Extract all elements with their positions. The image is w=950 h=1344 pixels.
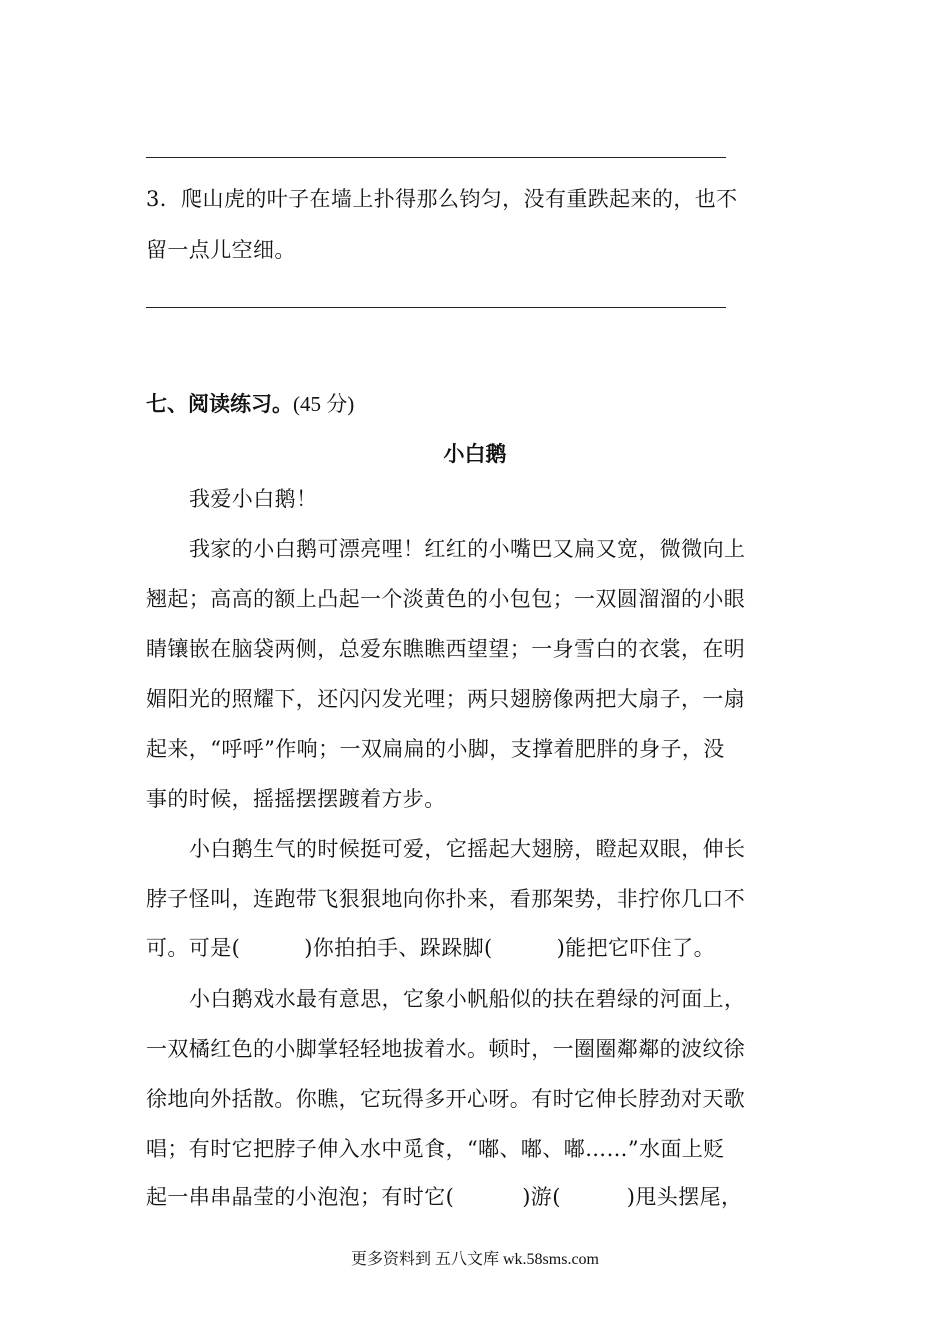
passage-line: 我爱小白鹅！ (189, 487, 318, 511)
passage-line: 媚阳光的照耀下，还闪闪发光哩；两只翅膀像两把大扇子，一扇 (146, 687, 746, 711)
question-3-line-1: 3．爬山虎的叶子在墙上扑得那么钧匀，没有重跌起来的，也不 (146, 187, 738, 211)
passage-line: 小白鹅戏水最有意思，它象小帆船似的扶在碧绿的河面上， (189, 987, 746, 1011)
section-title: 七、阅读练习。 (146, 392, 293, 416)
passage-line: 唱；有时它把脖子伸入水中觅食，“嘟、嘟、嘟……”水面上贬 (146, 1137, 725, 1161)
passage-title: 小白鹅 (443, 442, 507, 466)
footer-source-link[interactable]: 更多资料到 五八文库 wk.58sms.com (350, 1251, 599, 1268)
answer-line (146, 307, 726, 308)
text-segment: 可。可是( (146, 936, 241, 960)
passage-line: 我家的小白鹅可漂亮哩！红红的小嘴巴又扁又宽，微微向上 (189, 537, 746, 561)
passage-line: 小白鹅生气的时候挺可爱，它摇起大翅膀，瞪起双眼，伸长 (189, 837, 746, 861)
section-score: (45 分) (293, 392, 355, 416)
passage-line: 翘起；高高的额上凸起一个淡黄色的小包包；一双圆溜溜的小眼 (146, 587, 746, 611)
text-segment: 起一串串晶莹的小泡泡；有时它( (146, 1185, 455, 1209)
passage-line: 睛镶嵌在脑袋两侧，总爱东瞧瞧西望望；一身雪白的衣裳，在明 (146, 637, 746, 661)
text-segment: )甩头摆尾， (626, 1185, 743, 1209)
section-heading (146, 388, 354, 418)
text-segment: )能把它吓住了。 (556, 936, 715, 960)
passage-line-with-blanks (146, 938, 715, 959)
text-segment: )你拍拍手、跺跺脚( (304, 936, 493, 960)
passage-line: 脖子怪叫，连跑带飞狠狠地向你扑来，看那架势，非拧你几口不 (146, 887, 746, 911)
passage-line: 一双橘红色的小脚掌轻轻地拔着水。顿时，一圈圈鄰鄰的波纹徐 (146, 1037, 746, 1061)
passage-line: 徐地向外括散。你瞧，它玩得多开心呀。有时它伸长脖劲对天歌 (146, 1087, 746, 1111)
passage-line-with-blanks (146, 1187, 742, 1208)
question-3-line-2: 留一点儿空细。 (146, 238, 296, 262)
passage-line: 起来，“呼呼”作响；一双扁扁的小脚，支撑着肥胖的身子，没 (146, 737, 725, 761)
answer-line (146, 157, 726, 158)
text-segment: )游( (522, 1185, 561, 1209)
passage-line: 事的时候，摇摇摆摆踱着方步。 (146, 787, 446, 811)
